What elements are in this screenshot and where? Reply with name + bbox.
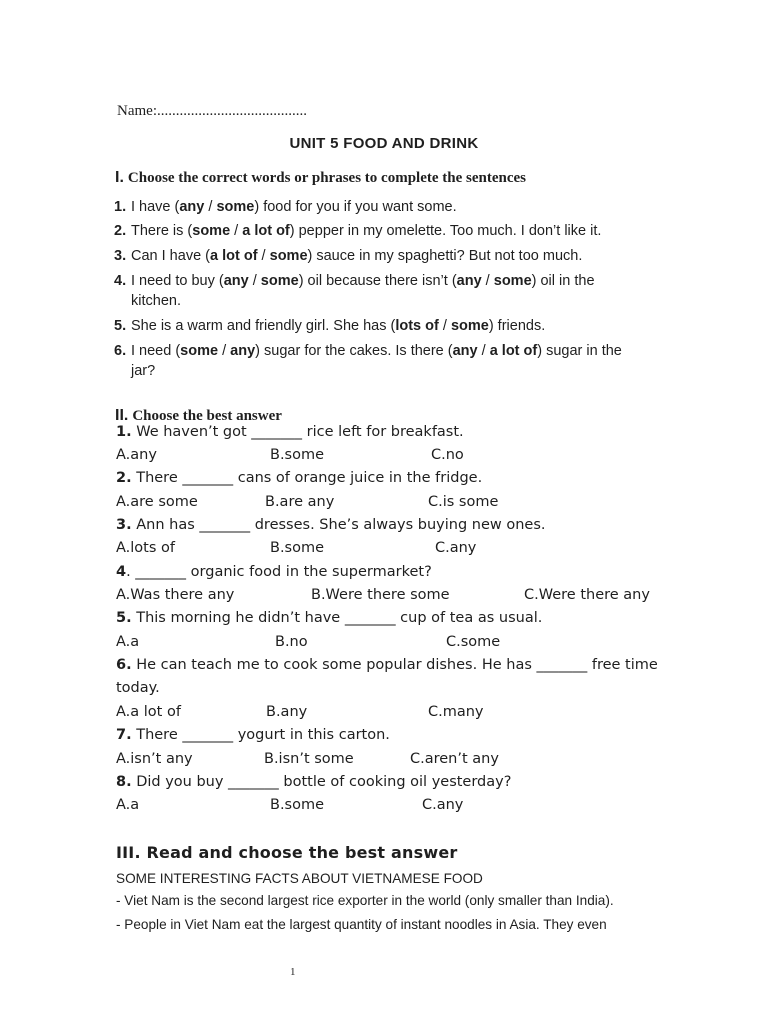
section-1-heading <box>115 169 526 187</box>
question-continuation: today. <box>116 680 160 696</box>
s1-item: 4. I need to buy (any / some) oil because there isn’t (any / some) oil in the <box>114 273 595 289</box>
option-a: A.lots of <box>116 540 175 556</box>
question: 3. Ann has _______ dresses. She’s always buying new ones. <box>116 517 546 533</box>
option-a: A.a <box>116 634 140 650</box>
s1-item: 2. There is (some / a lot of) pepper in my omelette. Too much. I don’t like it. <box>114 223 602 239</box>
s1-item-continuation: jar? <box>131 363 156 379</box>
paragraph-line: - Viet Nam is the second largest rice exporter in the world (only smaller than India). <box>116 893 614 908</box>
option-c: C.Were there any <box>524 587 650 603</box>
option-c: C.many <box>428 704 484 720</box>
section-2-number: II. <box>115 407 129 424</box>
option-a: A.a lot of <box>116 704 181 720</box>
s1-item: 6. I need (some / any) sugar for the cakes. Is there (any / a lot of) sugar in the <box>114 343 622 359</box>
option-a: A.any <box>116 447 157 463</box>
s1-item: 5. She is a warm and friendly girl. She has (lots of / some) friends. <box>114 318 546 334</box>
option-b: B.some <box>270 540 325 556</box>
question: 7. There _______ yogurt in this carton. <box>116 727 390 743</box>
section-1-number: I. <box>115 169 124 186</box>
option-a: A.are some <box>116 494 198 510</box>
question: 6. He can teach me to cook some popular dishes. He has _______ free time <box>116 657 658 673</box>
option-b: B.no <box>275 634 308 650</box>
page-number: 1 <box>290 966 296 978</box>
section-3-subtitle: SOME INTERESTING FACTS ABOUT VIETNAMESE FOOD <box>116 871 483 886</box>
option-b: B.isn’t some <box>264 751 354 767</box>
question: 1. We haven’t got _______ rice left for breakfast. <box>116 424 464 440</box>
section-1-heading-text: Choose the correct words or phrases to complete the sentences <box>127 170 526 186</box>
option-b: B.any <box>266 704 308 720</box>
question: 8. Did you buy _______ bottle of cooking oil yesterday? <box>116 774 512 790</box>
question: 5. This morning he didn’t have _______ cup of tea as usual. <box>116 610 543 626</box>
question: 4. _______ organic food in the supermarket? <box>116 564 432 580</box>
option-c: C.some <box>446 634 501 650</box>
option-b: B.Were there some <box>311 587 450 603</box>
option-a: A.Was there any <box>116 587 235 603</box>
option-b: B.some <box>270 797 325 813</box>
name-line: Name:........................................ <box>117 103 307 119</box>
s1-item-continuation: kitchen. <box>131 293 181 309</box>
section-2-heading <box>115 407 282 425</box>
paragraph-line: - People in Viet Nam eat the largest quantity of instant noodles in Asia. They even <box>116 917 607 932</box>
section-2-heading-text: Choose the best answer <box>132 408 282 424</box>
option-c: C.any <box>422 797 464 813</box>
option-b: B.some <box>270 447 325 463</box>
s1-item: 3. Can I have (a lot of / some) sauce in my spaghetti? But not too much. <box>114 248 583 264</box>
s1-item: 1. I have (any / some) food for you if you want some. <box>114 199 457 215</box>
option-c: C.aren’t any <box>410 751 499 767</box>
question: 2. There _______ cans of orange juice in the fridge. <box>116 470 483 486</box>
option-c: C.no <box>431 447 464 463</box>
option-a: A.a <box>116 797 140 813</box>
option-c: C.is some <box>428 494 499 510</box>
page-title: UNIT 5 FOOD AND DRINK <box>289 135 479 152</box>
option-c: C.any <box>435 540 477 556</box>
option-a: A.isn’t any <box>116 751 193 767</box>
section-3-heading: III. Read and choose the best answer <box>116 843 458 862</box>
option-b: B.are any <box>265 494 335 510</box>
